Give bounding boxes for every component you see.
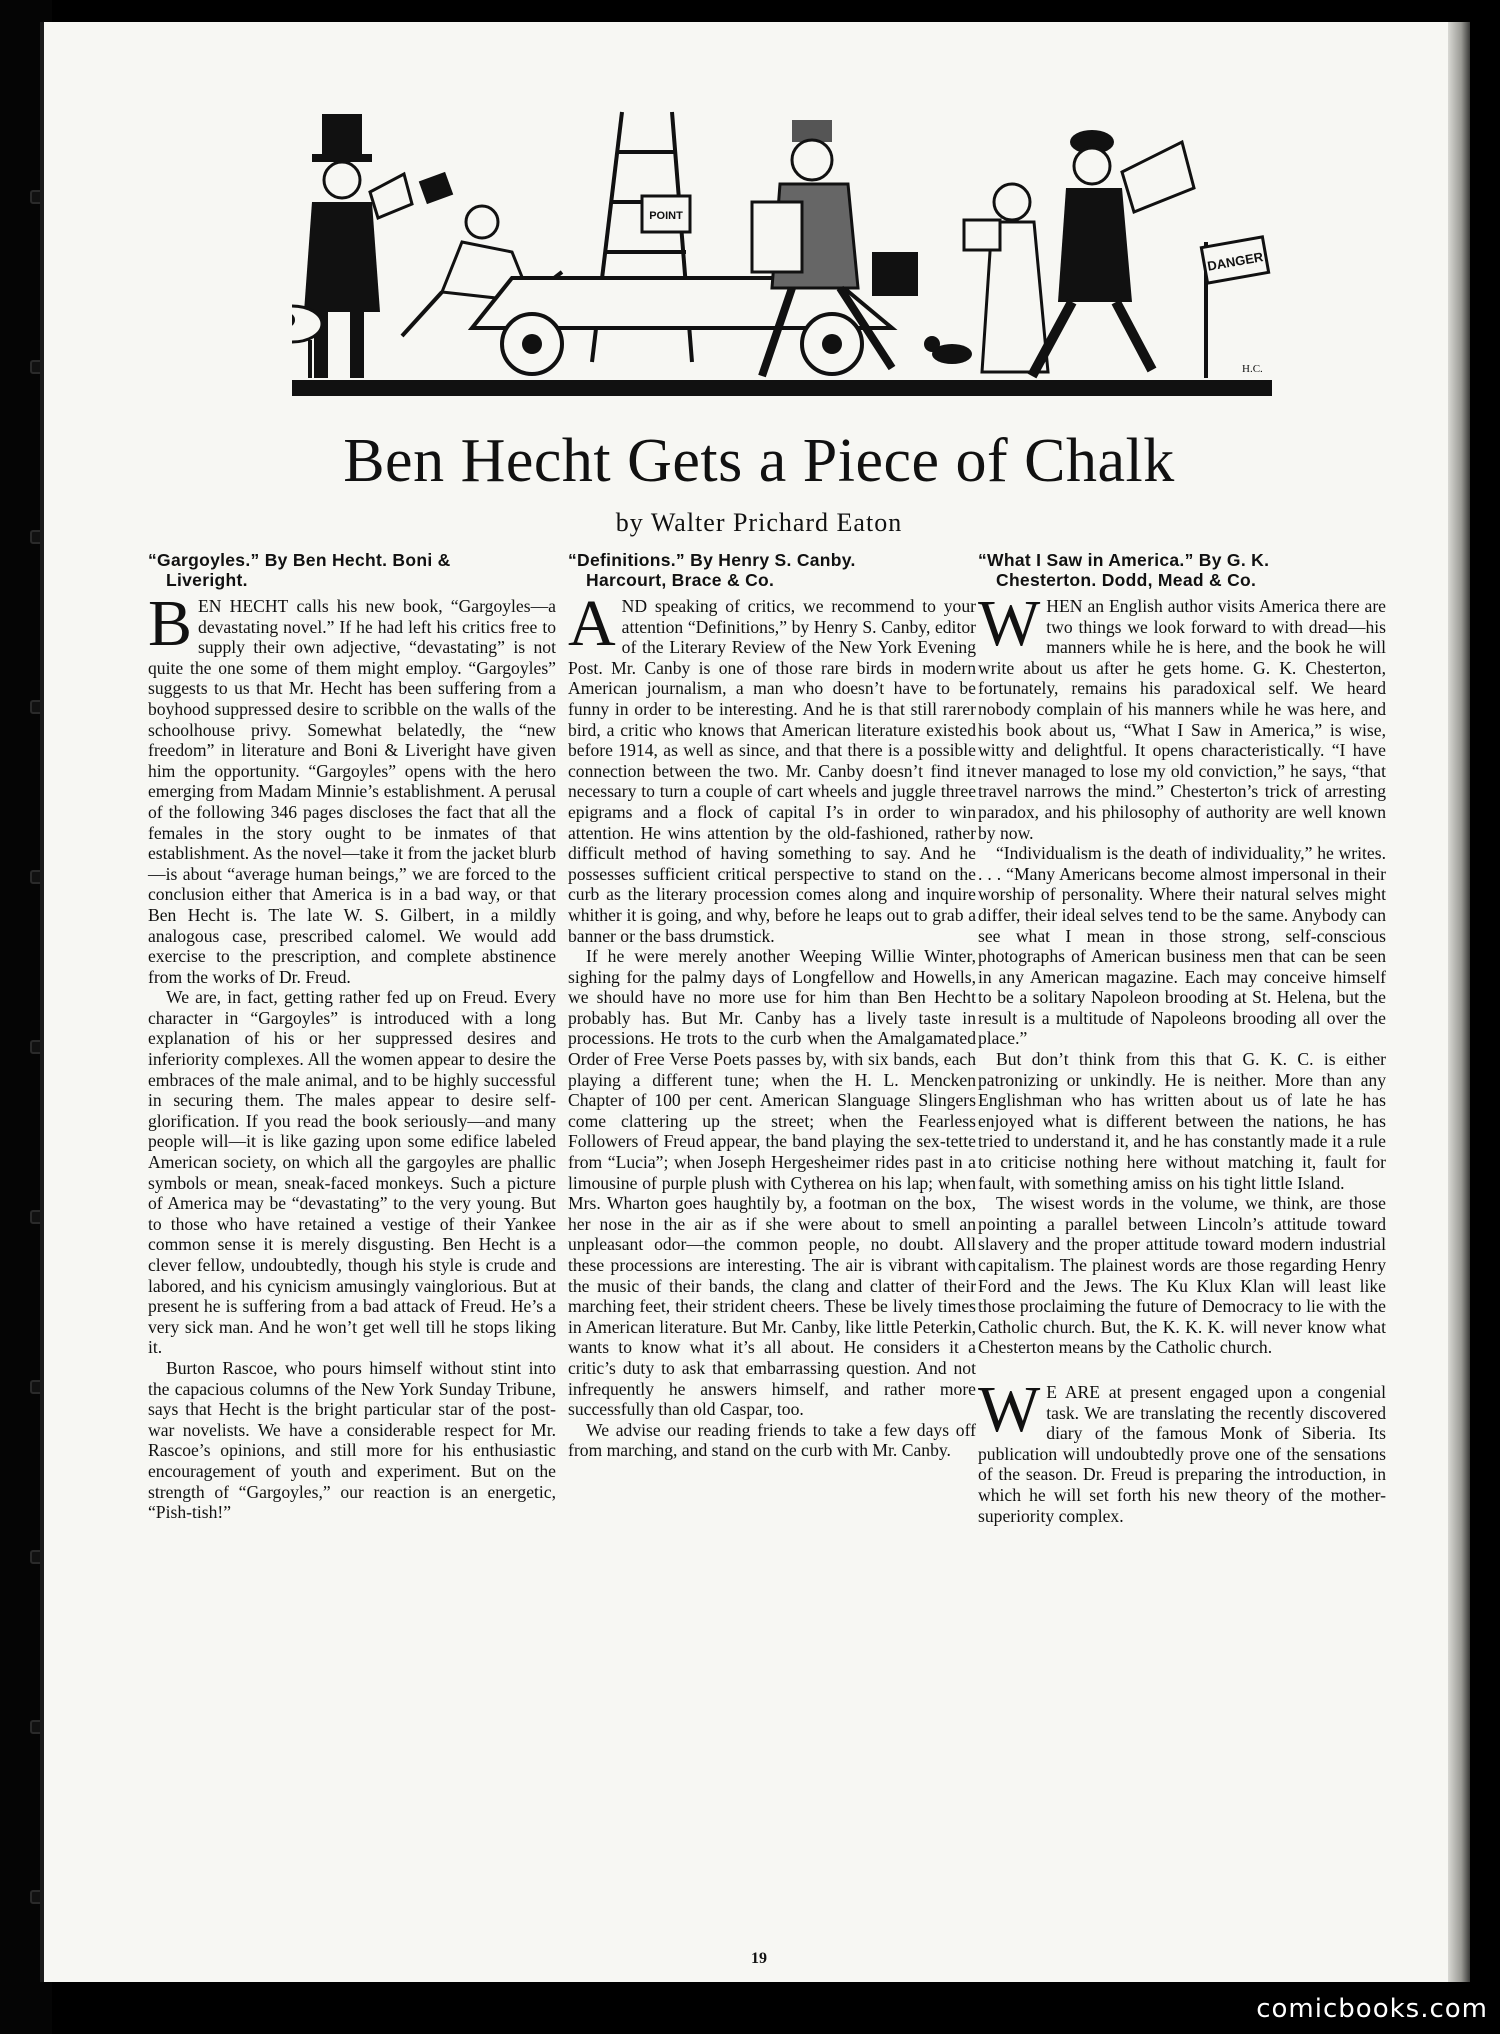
review-heading <box>148 550 556 590</box>
site-watermark: comicbooks.com <box>1256 1994 1488 2024</box>
svg-text:DANGER: DANGER <box>1206 249 1265 274</box>
article-title: Ben Hecht Gets a Piece of Chalk <box>343 427 1175 495</box>
lead-in-caps: ND <box>621 596 648 616</box>
review-paragraph: The wisest words in the volume, we think, are those pointing a parallel between Lincoln’s attitude toward slavery and the proper attitude toward modern industrial capitalism. The plainest words are those regarding Henry Ford and the Jews. The Ku Klux Klan will least like those proclaiming the future of Democracy to lie with the Catholic church. But, the K. K. K. will never know what Chesterton means by the Catholic church. <box>978 1193 1386 1358</box>
review-paragraph: “Individualism is the death of individuality,” he writes. . . . “Many Americans become almost impersonal in their worship of personality. Where their natural selves might differ, their ideal selves tend to be the same. Anybody can see what I mean in those strong, self-conscious photographs of American business men that can be seen in any American magazine. Each may conceive himself to be a solitary Napoleon brooding at St. Helena, but the result is a multitude of Napoleons brooding all over the place.” <box>978 843 1386 1049</box>
editorial-note-paragraph <box>978 1372 1386 1526</box>
drop-cap: W <box>978 587 1041 660</box>
review-paragraph: Burton Rascoe, who pours himself without stint into the capacious columns of the New York Sunday Tribune, says that Hecht is the bright particular star of the post-war novelists. We have a considerable respect for Mr. Rascoe’s opinions, and still more for his enthusiastic encouragement of youth and experiment. But on the strength of “Gargoyles,” our reaction is an energetic, “Pish-tish!” <box>148 1357 556 1523</box>
artist-signature: H.C. <box>1242 363 1263 375</box>
column-definitions <box>568 550 976 1461</box>
review-paragraph: We advise our reading friends to take a few days off from marching, and stand on the curb with Mr. Canby. <box>568 1419 976 1461</box>
column-what-i-saw <box>978 550 1386 1526</box>
paragraph-text: at present engaged upon a congenial task. We are translating the recently discovered diary of the famous Monk of Siberia. Its publication will undoubtedly prove one of the sensations of the season. Dr. Freud is preparing the introduction, in which he will set forth his new theory of the mother-superiority complex. <box>978 1381 1386 1526</box>
page-edge <box>1448 22 1470 1982</box>
bowler-hat-man-figure <box>1032 130 1194 376</box>
lead-in-caps: EN HECHT <box>198 596 289 616</box>
review-heading-line: “Gargoyles.” By Ben Hecht. Boni & <box>148 550 451 570</box>
review-paragraph <box>148 587 556 987</box>
header-illustration <box>292 92 1272 398</box>
review-heading-line: “What I Saw in America.” By G. K. <box>978 550 1270 570</box>
woman-reading-figure <box>964 184 1048 372</box>
page-number: 19 <box>751 1950 767 1967</box>
lead-in-caps: HEN <box>1046 596 1083 616</box>
black-cat-figure <box>924 336 972 364</box>
review-paragraph: If he were merely another Weeping Willie Winter, sighing for the palmy days of Longfellow and Howells, we should have no more use for him than Ben Hecht probably has. But Mr. Canby has a lively taste in processions. He trots to the curb when the Amalgamated Order of Free Verse Poets passes by, with six bands, each playing a different tune; when the H. L. Mencken Chapter of 100 per cent. American Slanguage Slingers come clattering up the street; when the Fearless Followers of Freud appear, the band playing the sex-tette from “Lucia”; when Joseph Hergesheimer rides past in a limousine of purple plush with Cytherea on his lap; when Mrs. Wharton goes haughtily by, a footman on the box, her nose in the air as if she were about to smell an unpleasant odor—the common people, no doubt. All these processions are interesting. The air is vibrant with the music of their bands, the clang and clatter of their marching feet, their strident cheers. These be lively times in American literature. But Mr. Canby, like little Peterkin, wants to know what it’s all about. He considers it a critic’s duty to ask that embarrassing question. And not infrequently he answers himself, and rather more successfully than old Caspar, too. <box>568 946 976 1420</box>
review-heading <box>568 550 976 590</box>
article-byline: by Walter Prichard Eaton <box>615 508 903 537</box>
paragraph-text: speaking of critics, we recommend to your attention “Definitions,” by Henry S. Canby, editor of the Literary Review of the New York Evening Post. Mr. Canby is one of those rare birds in modern American journalism, a man who doesn’t have to be funny in order to be interesting. And he is that still rarer bird, a critic who knows that American literature existed before 1914, as well as since, and that there is a possible connection between the two. Mr. Canby doesn’t find it necessary to turn a couple of cart wheels and juggle three epigrams and a flock of capital I’s in order to win attention. He wins attention by the old-fashioned, rather difficult method of having something to say. And he possesses sufficient critical perspective to stand on the curb as the literary procession comes along and inquire whither it is going, and why, before he leaps out to grab a banner or the bass drumstick. <box>568 596 976 946</box>
review-paragraph <box>568 587 976 946</box>
paint-pot-figure <box>642 196 690 232</box>
drop-cap: W <box>978 1372 1041 1446</box>
lead-in-caps: E ARE <box>1046 1381 1101 1402</box>
review-paragraph: But don’t think from this that G. K. C. is either patronizing or unkindly. He is neither. More than any Englishman who has written about us of late he has enjoyed what is different between the nations, he has tried to understand it, and he has constantly made it a rule to criticise nothing here without matching it, fault for fault, with something amiss on his tight little Island. <box>978 1049 1386 1193</box>
review-heading-line: “Definitions.” By Henry S. Canby. <box>568 550 856 570</box>
review-heading <box>978 550 1386 590</box>
review-heading-line: Liveright. <box>166 570 248 590</box>
drop-cap: A <box>568 587 616 660</box>
car-figure <box>472 278 892 374</box>
review-paragraph: We are, in fact, getting rather fed up on Freud. Every character in “Gargoyles” is introduced with a long explanation of his or her suppressed desires and inferiority complexes. All the women appear to desire the embraces of the male animal, and to be highly successful in securing them. The males appear to desire self-glorification. If you read the book seriously—and many people will—it is like gazing upon some edifice labeled American society, on which all the gargoyles are phallic symbols or mean, sneak-faced monkeys. Such a picture of America may be “devastating” to the very young. But to those who have retained a vestige of their Yankee common sense it is merely disgusting. Ben Hecht is a clever fellow, undoubtedly, though his style is crude and labored, and his cynicism amusingly vainglorious. But at present he is suffering from a bad attack of Freud. He’s a very sick man. And he won’t get well till he stops liking it. <box>148 987 556 1358</box>
top-hat-man-figure <box>304 114 412 378</box>
review-heading-line: Harcourt, Brace & Co. <box>586 570 775 590</box>
magazine-page <box>40 22 1470 1982</box>
paragraph-text: an English author visits America there are two things we look forward to with dread—his manners while he is here, and the book he will write about us after he gets home. G. K. Chesterton, fortunately, remains his paradoxical self. We heard nobody complain of his manners while he was here, and his book about us, “What I Saw in America,” is wise, witty and delightful. It opens characteristically. “I have never managed to lose my old conviction,” he says, “that travel narrows the mind.” Chesterton’s trick of arresting paradox, and his philosophy of authority are well known by now. <box>978 596 1386 843</box>
review-paragraph <box>978 587 1386 843</box>
column-gargoyles <box>148 550 556 1523</box>
svg-text:POINT: POINT <box>649 210 683 222</box>
danger-sign <box>1201 237 1268 378</box>
review-heading-line: Chesterton. Dodd, Mead & Co. <box>996 570 1257 590</box>
drop-cap: B <box>148 587 193 660</box>
paragraph-text: calls his new book, “Gargoyles—a devastating novel.” If he had left his critics free to supply their own adjective, “devastating” is not quite the one some of them might employ. “Gargoyles” suggests to us that Mr. Hecht has been suffering from a boyhood suppressed desire to scribble on the walls of the schoolhouse privy. Somewhat belatedly, the “new freedom” in literature and Boni & Liveright have given him the opportunity. “Gargoyles” opens with the hero emerging from Madam Minnie’s establishment. A perusal of the following 346 pages discloses the fact that all the females in the story ought to be inmates of that establishment. As the novel—take it from the jacket blurb—is about “average human beings,” we are forced to the conclusion either that America is in a bad way, or that Ben Hecht is. The late W. S. Gilbert, in a mildly analogous case, prescribed calomel. We would add exercise to the prescription, and complete abstinence from the works of Dr. Freud. <box>148 596 556 987</box>
